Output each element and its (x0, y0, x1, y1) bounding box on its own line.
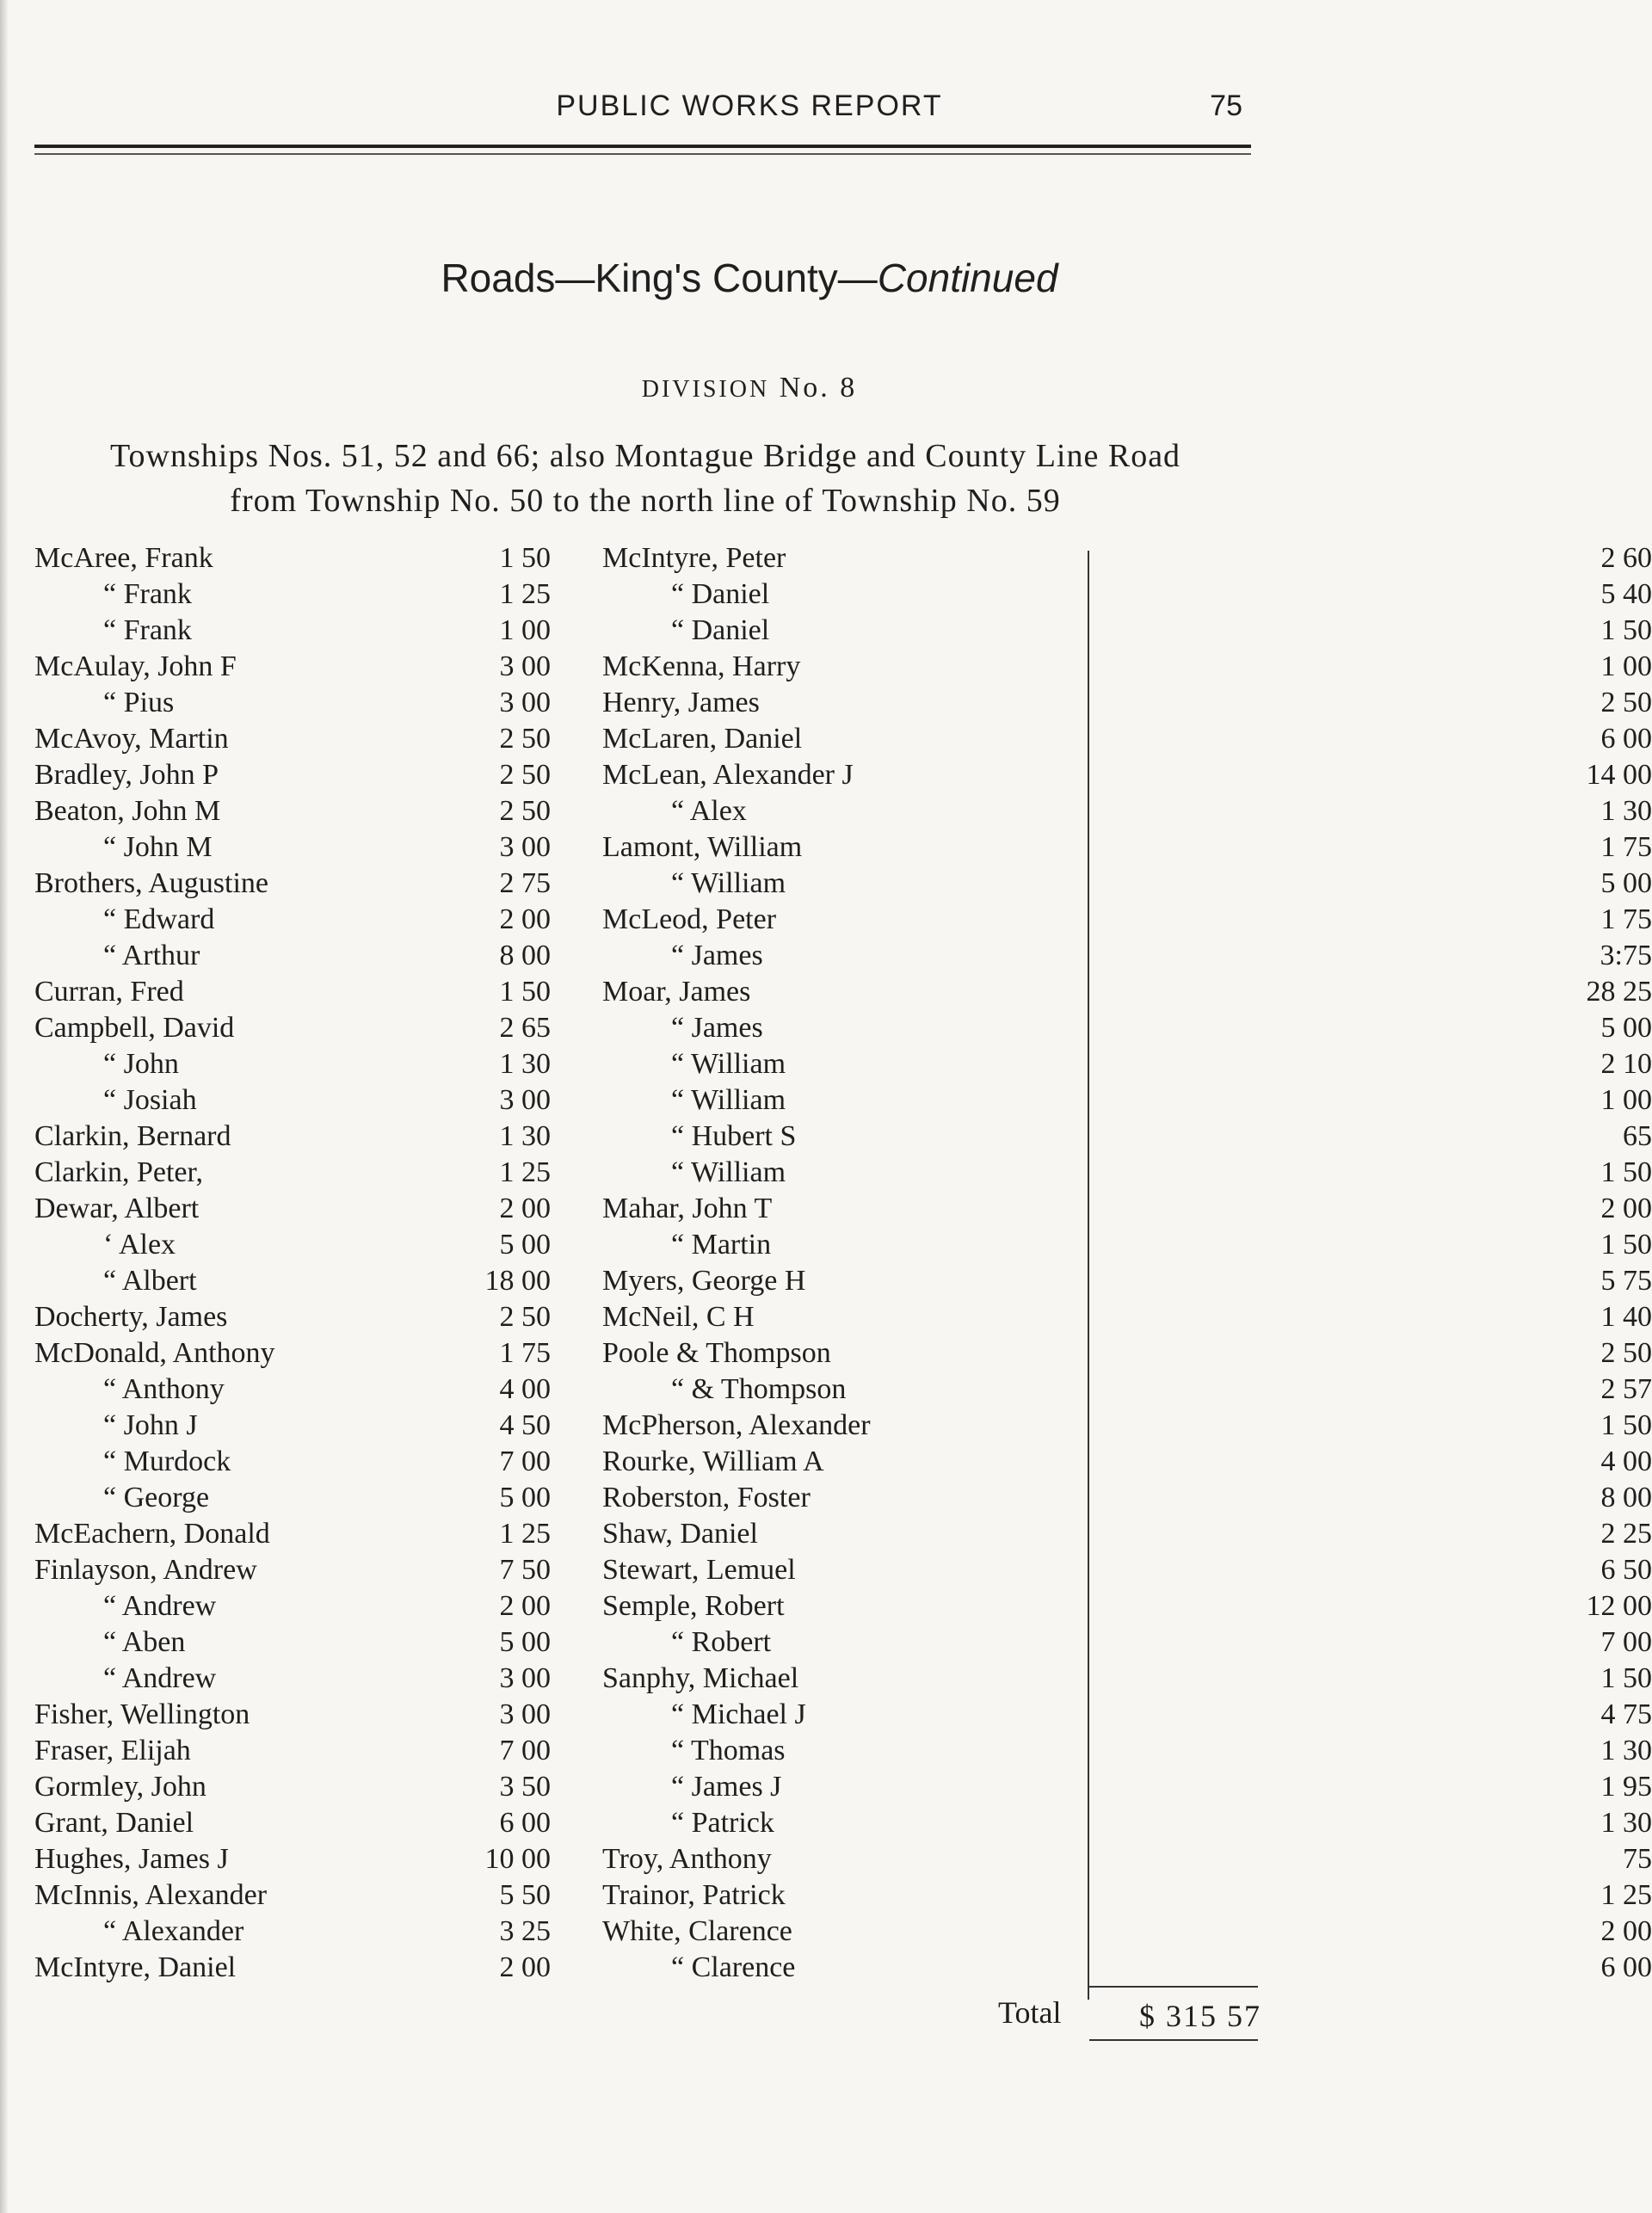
entry-amount: 7 50 (499, 1554, 551, 1586)
table-row (602, 1661, 1652, 1697)
entry-amount: 4 75 (1600, 1698, 1652, 1730)
table-row (34, 1335, 551, 1372)
entry-name: “ Daniel (671, 578, 770, 610)
table-row (602, 1335, 1652, 1372)
table-row (34, 1480, 551, 1516)
table-row (602, 1588, 1652, 1624)
entry-amount: 12 00 (1586, 1590, 1652, 1622)
table-row (34, 757, 551, 793)
entry-name: Poole & Thompson (602, 1337, 831, 1369)
table-row (34, 1444, 551, 1480)
entry-name: Dewar, Albert (34, 1193, 200, 1224)
entry-amount: 7 00 (1600, 1626, 1652, 1658)
table-row (34, 1914, 551, 1950)
entry-amount: 1 95 (1600, 1771, 1652, 1803)
table-row (602, 1733, 1652, 1769)
entry-amount: 5 00 (499, 1482, 551, 1513)
entry-name: “ Hubert S (671, 1120, 797, 1152)
entry-name: “ Albert (103, 1265, 197, 1297)
entry-name: Fisher, Wellington (34, 1698, 250, 1730)
entry-amount: 1 30 (1600, 795, 1652, 827)
table-row (602, 793, 1652, 829)
table-row (34, 1733, 551, 1769)
entry-amount: 3 25 (499, 1915, 551, 1947)
entry-name: “ Edward (103, 903, 215, 935)
entry-amount: 2 60 (1600, 542, 1652, 574)
total-value: $ 315 57 (1139, 1999, 1261, 2033)
entry-name: McPherson, Alexander (602, 1409, 871, 1441)
entry-name: “ John M (103, 831, 213, 863)
table-row (34, 613, 551, 649)
entry-name: McNeil, C H (602, 1301, 755, 1333)
entry-amount: 1 50 (1600, 1229, 1652, 1261)
entry-name: White, Clarence (602, 1915, 792, 1947)
entry-amount: 1 00 (499, 614, 551, 646)
entry-name: McAulay, John F (34, 650, 237, 682)
entry-name: McEachern, Donald (34, 1518, 270, 1550)
entry-amount: 7 00 (499, 1735, 551, 1766)
entry-amount: 2 50 (499, 1301, 551, 1333)
entry-name: “ Michael J (671, 1698, 806, 1730)
entry-amount: 2 00 (1600, 1915, 1652, 1947)
page-number: 75 (1210, 89, 1242, 122)
entry-name: McKenna, Harry (602, 650, 801, 682)
entry-name: Roberston, Foster (602, 1482, 811, 1513)
entry-amount: 5 40 (1600, 578, 1652, 610)
entry-amount: 1 50 (1600, 1156, 1652, 1188)
entry-name: Beaton, John M (34, 795, 221, 827)
entry-amount: 8 00 (1600, 1482, 1652, 1513)
entry-amount: 2 75 (499, 867, 551, 899)
entry-name: Campbell, David (34, 1012, 235, 1044)
entry-name: Moar, James (602, 976, 751, 1008)
entry-name: Henry, James (602, 687, 760, 718)
total-label: Total (998, 1995, 1062, 2030)
title-continued: Continued (877, 256, 1058, 300)
entry-name: “ Clarence (671, 1951, 796, 1983)
table-row (602, 1155, 1652, 1191)
table-row (34, 1516, 551, 1552)
entry-amount: 18 00 (484, 1265, 551, 1297)
division-number: No. 8 (779, 372, 858, 404)
table-row (34, 1877, 551, 1914)
table-row (34, 1950, 551, 1986)
entry-amount: 1 25 (499, 1518, 551, 1550)
entry-amount: 2 00 (499, 1590, 551, 1622)
entry-name: Mahar, John T (602, 1193, 773, 1224)
entry-name: Hughes, James J (34, 1843, 229, 1875)
table-row (34, 1588, 551, 1624)
entry-name: McDonald, Anthony (34, 1337, 275, 1369)
table-row (602, 1624, 1652, 1661)
table-row (602, 1805, 1652, 1841)
table-row (602, 1516, 1652, 1552)
table-row (602, 685, 1652, 721)
division-heading (0, 372, 1499, 404)
table-row (34, 1697, 551, 1733)
entry-amount: 65 (1623, 1120, 1652, 1152)
entry-name: “ Arthur (103, 940, 200, 971)
entry-name: McAvoy, Martin (34, 723, 229, 755)
entry-name: Sanphy, Michael (602, 1662, 799, 1694)
entry-name: Fraser, Elijah (34, 1735, 191, 1766)
table-row (602, 721, 1652, 757)
entry-amount: 1 75 (1600, 903, 1652, 935)
header-rule-thick (34, 145, 1251, 148)
table-row (34, 1805, 551, 1841)
table-row (34, 1661, 551, 1697)
entry-name: “ Frank (103, 578, 192, 610)
townships-description (34, 434, 1256, 523)
entry-name: “ Alexander (103, 1915, 244, 1947)
division-word: DIVISION (641, 376, 770, 403)
entry-amount: 28 25 (1586, 976, 1652, 1008)
entry-name: “ Patrick (671, 1807, 774, 1839)
entry-name: Clarkin, Peter, (34, 1156, 203, 1188)
entry-amount: 14 00 (1586, 759, 1652, 791)
table-row (34, 829, 551, 866)
table-row (602, 866, 1652, 902)
table-row (602, 1697, 1652, 1733)
table-row (602, 1372, 1652, 1408)
entry-amount: 1 00 (1600, 650, 1652, 682)
entry-name: “ Andrew (103, 1662, 217, 1694)
entry-name: McLean, Alexander J (602, 759, 854, 791)
table-row (602, 938, 1652, 974)
table-row (602, 1191, 1652, 1227)
table-row (34, 576, 551, 613)
entry-amount: 3 00 (499, 831, 551, 863)
table-row (34, 1263, 551, 1299)
entry-name: Trainor, Patrick (602, 1879, 786, 1911)
entry-amount: 6 50 (1600, 1554, 1652, 1586)
table-row (34, 1552, 551, 1588)
table-row (34, 1191, 551, 1227)
entry-amount: 10 00 (484, 1843, 551, 1875)
entry-name: “ Frank (103, 614, 192, 646)
entry-name: Stewart, Lemuel (602, 1554, 796, 1586)
entry-name: Rourke, William A (602, 1446, 824, 1477)
table-row (34, 1046, 551, 1082)
entry-name: “ William (671, 1048, 786, 1080)
entry-name: “ John (103, 1048, 179, 1080)
entry-name: “ Thomas (671, 1735, 786, 1766)
entry-amount: 4 00 (499, 1373, 551, 1405)
townships-line-1: Townships Nos. 51, 52 and 66; also Montague Bridge and County Line Road (109, 438, 1181, 474)
table-row (602, 1227, 1652, 1263)
entry-name: “ Andrew (103, 1590, 217, 1622)
table-row (602, 1480, 1652, 1516)
entry-amount: 5 00 (1600, 1012, 1652, 1044)
table-row (34, 866, 551, 902)
table-row (602, 1082, 1652, 1119)
entry-amount: 3 00 (499, 1698, 551, 1730)
entry-amount: 8 00 (499, 940, 551, 971)
table-row (602, 902, 1652, 938)
table-row (602, 1444, 1652, 1480)
townships-line-2: from Township No. 50 to the north line of Township No. 59 (230, 483, 1061, 519)
entry-amount: 1 50 (499, 976, 551, 1008)
entry-amount: 2 00 (499, 1951, 551, 1983)
entry-amount: 1 30 (499, 1048, 551, 1080)
entry-amount: 1 30 (499, 1120, 551, 1152)
entry-amount: 1 50 (1600, 614, 1652, 646)
entry-amount: 3 00 (499, 650, 551, 682)
entry-amount: 2 10 (1600, 1048, 1652, 1080)
entry-amount: 6 00 (1600, 1951, 1652, 1983)
entry-amount: 1 75 (1600, 831, 1652, 863)
table-row (34, 540, 551, 576)
entry-amount: 6 00 (1600, 723, 1652, 755)
entry-amount: 2 50 (1600, 687, 1652, 718)
entry-name: “ James J (671, 1771, 782, 1803)
entry-amount: 2 65 (499, 1012, 551, 1044)
entry-name: “ Martin (671, 1229, 772, 1261)
table-row (34, 1010, 551, 1046)
entry-amount: 1 30 (1600, 1735, 1652, 1766)
table-row (34, 938, 551, 974)
entry-name: “ Daniel (671, 614, 770, 646)
entry-name: McInnis, Alexander (34, 1879, 268, 1911)
running-head (0, 86, 1499, 129)
entry-name: McIntyre, Peter (602, 542, 786, 574)
entry-name: Curran, Fred (34, 976, 184, 1008)
entry-name: McLaren, Daniel (602, 723, 803, 755)
entry-name: Troy, Anthony (602, 1843, 772, 1875)
table-row (602, 1299, 1652, 1335)
entry-amount: 3:75 (1600, 940, 1652, 971)
entry-amount: 3 50 (499, 1771, 551, 1803)
entry-name: Lamont, William (602, 831, 803, 863)
entry-amount: 1 50 (499, 542, 551, 574)
table-row (602, 1769, 1652, 1805)
entry-amount: 1 50 (1600, 1662, 1652, 1694)
total-rule-top (1089, 1986, 1258, 1988)
amount-column-rule (1088, 551, 1089, 2000)
table-row (34, 1769, 551, 1805)
table-row (602, 649, 1652, 685)
table-row (34, 902, 551, 938)
running-title: PUBLIC WORKS REPORT (556, 89, 943, 122)
entry-name: McAree, Frank (34, 542, 213, 574)
total-rule-bottom (1089, 2039, 1258, 2041)
entry-amount: 1 40 (1600, 1301, 1652, 1333)
entry-amount: 1 00 (1600, 1084, 1652, 1116)
entry-name: McLeod, Peter (602, 903, 777, 935)
entry-name: McIntyre, Daniel (34, 1951, 237, 1983)
table-row (34, 649, 551, 685)
entry-amount: 2 50 (499, 723, 551, 755)
entry-amount: 2 00 (499, 1193, 551, 1224)
table-row (602, 1914, 1652, 1950)
entry-amount: 2 50 (499, 759, 551, 791)
entry-amount: 1 50 (1600, 1409, 1652, 1441)
table-row (34, 1082, 551, 1119)
entry-amount: 7 00 (499, 1446, 551, 1477)
table-row (602, 974, 1652, 1010)
table-row (34, 1372, 551, 1408)
entry-name: Gormley, John (34, 1771, 206, 1803)
page-edge-shadow (0, 0, 9, 2213)
entry-amount: 2 00 (499, 903, 551, 935)
table-row (34, 1155, 551, 1191)
entry-amount: 6 00 (499, 1807, 551, 1839)
header-rule-thin (34, 153, 1251, 155)
table-row (34, 685, 551, 721)
entry-name: Semple, Robert (602, 1590, 785, 1622)
entry-name: “ Murdock (103, 1446, 231, 1477)
entry-amount: 5 00 (499, 1229, 551, 1261)
entry-name: Brothers, Augustine (34, 867, 268, 899)
table-row (34, 1841, 551, 1877)
entry-amount: 5 00 (499, 1626, 551, 1658)
entry-name: “ William (671, 1084, 786, 1116)
entry-amount: 1 25 (499, 1156, 551, 1188)
entry-amount: 4 00 (1600, 1446, 1652, 1477)
entry-amount: 5 75 (1600, 1265, 1652, 1297)
entry-amount: 1 30 (1600, 1807, 1652, 1839)
table-row (34, 1299, 551, 1335)
entry-amount: 2 57 (1600, 1373, 1652, 1405)
entry-name: “ Josiah (103, 1084, 197, 1116)
entry-name: “ James (671, 940, 763, 971)
entry-name: “ Anthony (103, 1373, 225, 1405)
table-row (602, 613, 1652, 649)
table-row (34, 1227, 551, 1263)
entry-amount: 2 00 (1600, 1193, 1652, 1224)
table-row (34, 793, 551, 829)
entry-name: “ James (671, 1012, 763, 1044)
table-row (34, 721, 551, 757)
entry-amount: 1 25 (1600, 1879, 1652, 1911)
entry-amount: 75 (1623, 1843, 1652, 1875)
table-row (602, 1119, 1652, 1155)
entry-name: “ & Thompson (671, 1373, 847, 1405)
entry-amount: 4 50 (499, 1409, 551, 1441)
entry-amount: 3 00 (499, 1662, 551, 1694)
entry-name: “ William (671, 1156, 786, 1188)
entry-name: “ John J (103, 1409, 198, 1441)
entry-name: Docherty, James (34, 1301, 228, 1333)
entry-amount: 2 50 (1600, 1337, 1652, 1369)
entry-name: “ Robert (671, 1626, 772, 1658)
entry-name: Shaw, Daniel (602, 1518, 758, 1550)
entry-name: “ George (103, 1482, 210, 1513)
page-title (0, 255, 1499, 301)
entry-amount: 1 25 (499, 578, 551, 610)
table-row (34, 974, 551, 1010)
entry-amount: 5 00 (1600, 867, 1652, 899)
table-row (602, 1263, 1652, 1299)
entry-amount: 3 00 (499, 1084, 551, 1116)
table-row (602, 1552, 1652, 1588)
entry-name: ‘ Alex (103, 1229, 176, 1261)
entry-name: “ Aben (103, 1626, 186, 1658)
entry-amount: 1 75 (499, 1337, 551, 1369)
table-row (602, 1010, 1652, 1046)
entry-name: Bradley, John P (34, 759, 219, 791)
title-main: Roads—King's County— (441, 256, 878, 300)
entry-amount: 2 25 (1600, 1518, 1652, 1550)
entry-name: Myers, George H (602, 1265, 806, 1297)
entry-amount: 2 50 (499, 795, 551, 827)
entry-name: Grant, Daniel (34, 1807, 194, 1839)
table-row (34, 1408, 551, 1444)
entry-name: Clarkin, Bernard (34, 1120, 231, 1152)
entry-name: “ Pius (103, 687, 175, 718)
table-row (602, 576, 1652, 613)
table-row (602, 829, 1652, 866)
entry-name: Finlayson, Andrew (34, 1554, 257, 1586)
table-row (34, 1624, 551, 1661)
table-row (602, 540, 1652, 576)
table-row (602, 1950, 1652, 1986)
entry-name: “ William (671, 867, 786, 899)
entry-amount: 5 50 (499, 1879, 551, 1911)
table-row (602, 1877, 1652, 1914)
entry-amount: 3 00 (499, 687, 551, 718)
table-row (602, 757, 1652, 793)
table-row (602, 1408, 1652, 1444)
table-row (602, 1841, 1652, 1877)
table-row (34, 1119, 551, 1155)
entry-name: “ Alex (671, 795, 747, 827)
table-row (602, 1046, 1652, 1082)
